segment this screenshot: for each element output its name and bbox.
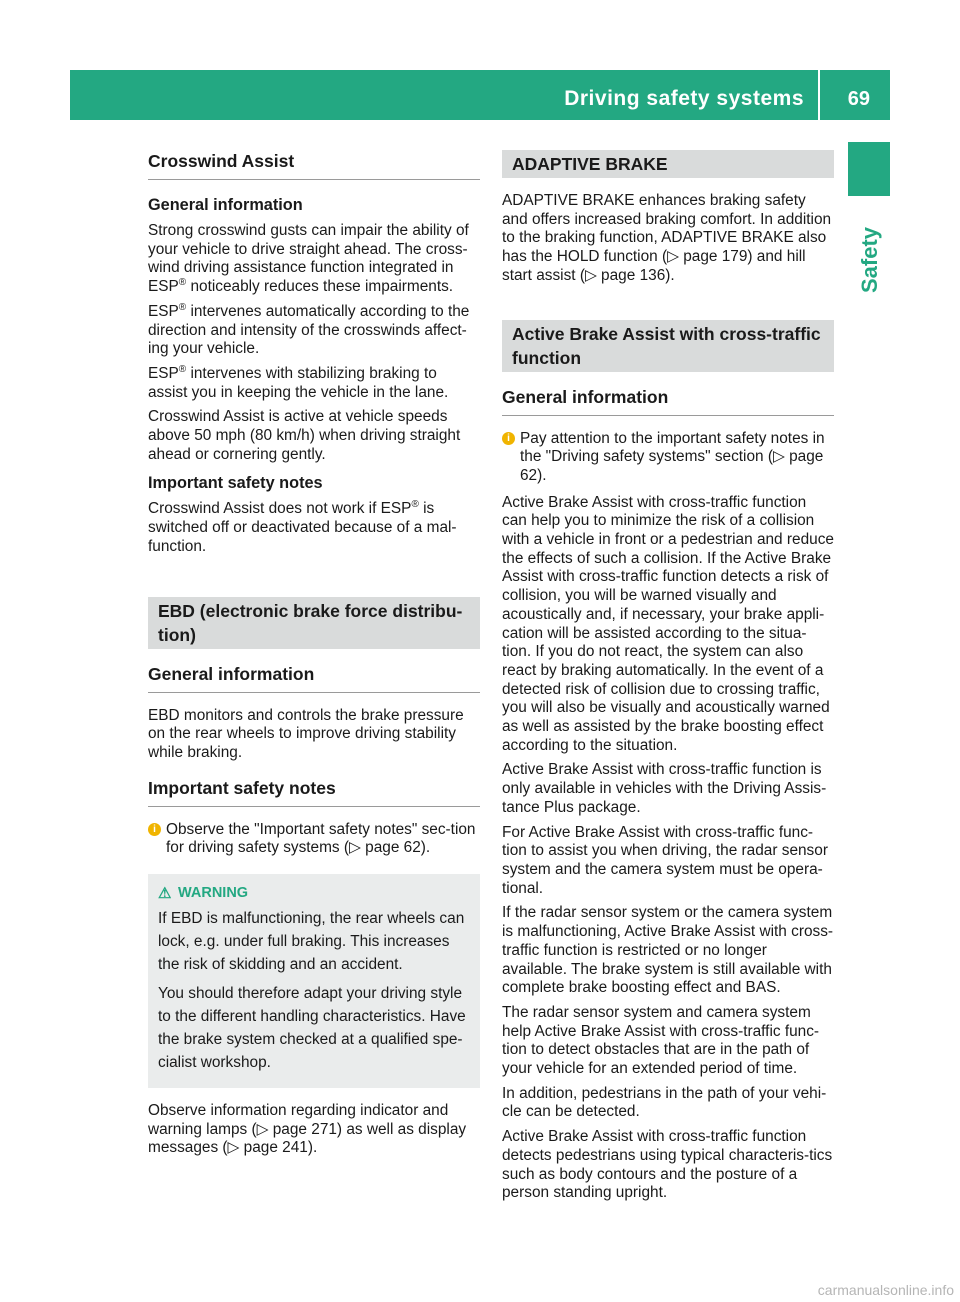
page-header bbox=[70, 70, 890, 120]
crosswind-general-heading: General information bbox=[148, 196, 303, 214]
abacf-paragraph: For Active Brake Assist with cross-traffic func-tion to assist you when driving, the radar sensor system and the camera system must be opera-tional. bbox=[502, 823, 828, 897]
chapter-title: Driving safety systems bbox=[564, 70, 820, 120]
abacf-paragraph: Active Brake Assist with cross-traffic function detects pedestrians using typical characteris-tics such as body contours and the posture of a person standing upright. bbox=[502, 1128, 833, 1202]
adaptive-brake-paragraph: ADAPTIVE BRAKE enhances braking safety and offers increased braking comfort. In addition to the braking function, ADAPTIVE BRAKE also has the HOLD function (▷ page 179) and hill start assist (▷ page 136). bbox=[502, 192, 832, 284]
section-label: Safety bbox=[857, 226, 882, 293]
abacf-paragraph: Active Brake Assist with cross-traffic function is only available in vehicles with the Driving Assis-tance Plus package. bbox=[502, 761, 827, 816]
abacf-paragraph: In addition, pedestrians in the path of your vehi-cle can be detected. bbox=[502, 1084, 827, 1121]
ebd-safety-heading: Important safety notes bbox=[148, 777, 480, 807]
ebd-paragraph: EBD monitors and controls the brake pressure on the rear wheels to improve driving stability while braking. bbox=[148, 706, 464, 761]
abacf-paragraph: The radar sensor system and camera system help Active Brake Assist with cross-traffic func-tion to detect obstacles that are in the path of your vehicle for an extended period of time. bbox=[502, 1003, 820, 1078]
crosswind-paragraph: ESP® intervenes automatically according to the direction and intensity of the crosswinds affect-ing your vehicle. bbox=[148, 301, 470, 358]
page-number: 69 bbox=[847, 88, 870, 110]
warning-paragraph: If EBD is malfunctioning, the rear wheels can lock, e.g. under full braking. This increases the risk of skidding and an accident. bbox=[158, 910, 465, 974]
ebd-general-heading: General information bbox=[148, 663, 480, 693]
left-column bbox=[148, 150, 480, 1164]
right-column bbox=[502, 150, 834, 1209]
crosswind-paragraph: Strong crosswind gusts can impair the ability of your vehicle to drive straight ahead. The cross-wind driving assistance function integrated in ESP® noticeably reduces these impairments. bbox=[148, 222, 469, 296]
crosswind-paragraph: Crosswind Assist is active at vehicle speeds above 50 mph (80 km/h) when driving straight ahead or cornering gently. bbox=[148, 408, 461, 463]
crosswind-safety-heading: Important safety notes bbox=[148, 474, 323, 493]
info-icon: i bbox=[148, 823, 161, 836]
chapter-tab bbox=[848, 142, 890, 196]
abacf-general-heading: General information bbox=[502, 386, 834, 416]
warning-heading: ⚠ WARNING bbox=[158, 882, 470, 905]
info-icon: i bbox=[502, 432, 515, 445]
warning-paragraph: You should therefore adapt your driving style to the different handling characteristics. Have the brake system checked at a qualified spe-cialist workshop. bbox=[158, 985, 466, 1072]
warning-box bbox=[148, 874, 480, 1088]
ebd-note: i Observe the "Important safety notes" sec-tion for driving safety systems (▷ page 62). bbox=[148, 821, 480, 858]
crosswind-paragraph: Crosswind Assist does not work if ESP® is switched off or deactivated because of a mal-function. bbox=[148, 499, 457, 555]
adaptive-brake-heading: ADAPTIVE BRAKE bbox=[502, 150, 834, 178]
abacf-note: i Pay attention to the important safety notes in the "Driving safety systems" section (▷ page 62). bbox=[502, 430, 834, 486]
abacf-heading: Active Brake Assist with cross-traffic function bbox=[502, 320, 834, 372]
ebd-heading: EBD (electronic brake force distribu-tion) bbox=[148, 597, 480, 649]
crosswind-paragraph: ESP® intervenes with stabilizing braking to assist you in keeping the vehicle in the lane. bbox=[148, 363, 449, 401]
warning-triangle-icon: ⚠ bbox=[158, 885, 172, 903]
ebd-paragraph: Observe information regarding indicator and warning lamps (▷ page 271) as well as display messages (▷ page 241). bbox=[148, 1102, 467, 1157]
watermark: carmanualsonline.info bbox=[817, 1282, 954, 1298]
crosswind-heading: Crosswind Assist bbox=[148, 150, 480, 180]
abacf-paragraph: If the radar sensor system or the camera system is malfunctioning, Active Brake Assist with cross-traffic function is restricted or no longer available. The brake system is still available with complete brake boosting effect and BAS. bbox=[502, 904, 834, 997]
abacf-paragraph: Active Brake Assist with cross-traffic function can help you to minimize the risk of a collision with a vehicle in front or a pedestrian and reduce the effects of such a collision. If the Active Brake Assist with cross-traffic function detects a risk of collision, you will be warned visually and acoustically and, if necessary, your brake appli-cation will be assisted according to the situa-tion. If you do not react, the system can also react by braking automatically. In the event of a detected risk of collision due to crossing traffic, you will also be visually and acoustically warned as well as assisted by the brake boosting effect according to the situation. bbox=[502, 493, 834, 754]
